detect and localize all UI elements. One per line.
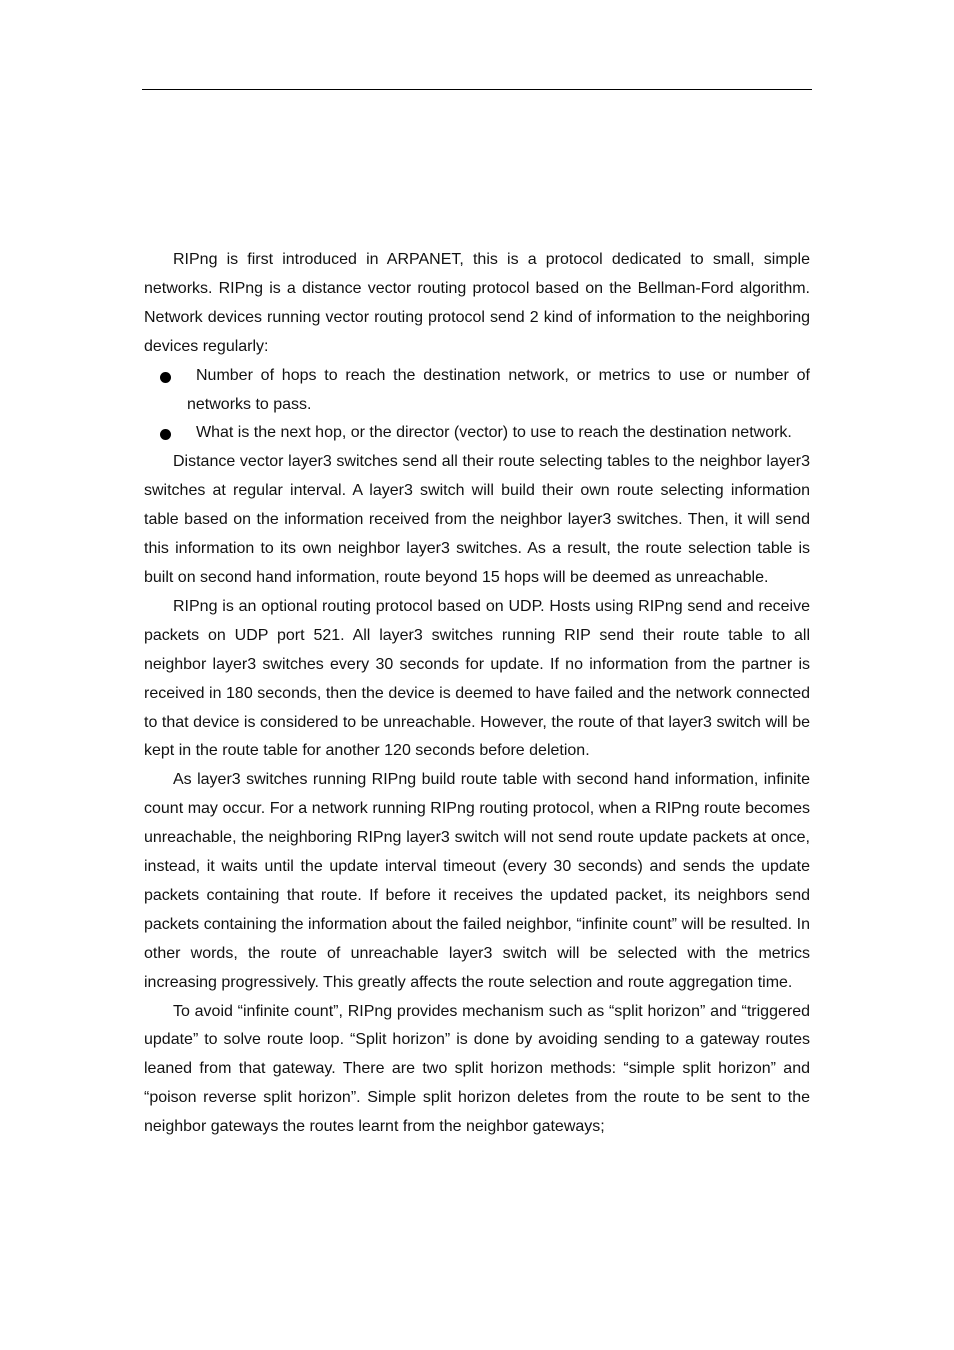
header-rule [142, 89, 812, 90]
bullet-item [144, 362, 810, 420]
paragraph-distance-vector: Distance vector layer3 switches send all their route selecting tables to the neighbor layer3 switches at regular interval. A layer3 switch will build their own route selecting information table based on the information received from the neighbor layer3 switches. Then, it will send this information to its own neighbor layer3 switches. As a result, the route selection table is built on second hand information, route beyond 15 hops will be deemed as unreachable. [144, 453, 810, 586]
paragraph-infinite-count: As layer3 switches running RIPng build route table with second hand information, infinite count may occur. For a network running RIPng routing protocol, when a RIPng route becomes unreachable, the neighboring RIPng layer3 switch will not send route update packets at once, instead, it waits until the update interval timeout (every 30 seconds) and sends the update packets containing that route. If before it receives the updated packet, its neighbors send packets containing the information about the failed neighbor, “infinite count” will be resulted. In other words, the route of unreachable layer3 switch will be selected with the metrics increasing progressively. This greatly affects the route selection and route aggregation time. [144, 771, 810, 991]
bullet-item-text: What is the next hop, or the director (vector) to use to reach the destination network. [196, 424, 792, 442]
bullet-list [144, 362, 810, 449]
bullet-dot-icon [160, 372, 171, 383]
paragraph-udp: RIPng is an optional routing protocol based on UDP. Hosts using RIPng send and receive packets on UDP port 521. All layer3 switches running RIP send their route table to all neighbor layer3 switches every 30 seconds for update. If no information from the partner is received in 180 seconds, then the device is deemed to have failed and the network connected to that device is considered to be unreachable. However, the route of that layer3 switch will be kept in the route table for another 120 seconds before deletion. [144, 597, 810, 760]
paragraph-intro: RIPng is first introduced in ARPANET, this is a protocol dedicated to small, simple networks. RIPng is a distance vector routing protocol based on the Bellman-Ford algorithm. Network devices running vector routing protocol send 2 kind of information to the neighboring devices regularly: [144, 251, 810, 355]
document-body [144, 246, 810, 1142]
paragraph-split-horizon: To avoid “infinite count”, RIPng provides mechanism such as “split horizon” and “triggered update” to solve route loop. “Split horizon” is done by avoiding sending to a gateway routes leaned from that gateway. There are two split horizon methods: “simple split horizon” and “poison reverse split horizon”. Simple split horizon deletes from the route to be sent to the neighbor gateways the routes learnt from the neighbor gateways; [144, 1002, 810, 1136]
bullet-item [144, 419, 810, 448]
bullet-item-text: Number of hops to reach the destination network, or metrics to use or number of networks to pass. [187, 366, 810, 413]
bullet-dot-icon [160, 429, 171, 440]
